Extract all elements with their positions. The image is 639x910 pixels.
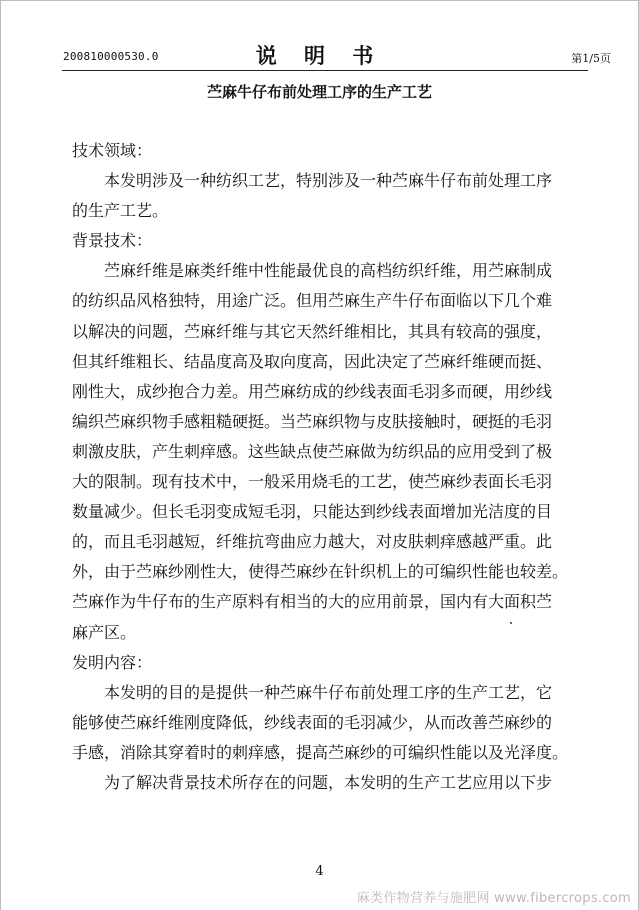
- text-line: 但其纤维粗长、结晶度高及取向度高，因此决定了苎麻纤维硬而挺、: [72, 351, 553, 371]
- header-rule: [62, 70, 588, 71]
- text-line: 能够使苎麻纤维刚度降低，纱线表面的毛羽减少，从而改善苎麻纱的: [72, 712, 553, 732]
- text-line: 苎麻作为牛仔布的生产原料有相当的大的应用前景，国内有大面积苎: [72, 592, 553, 612]
- scan-border-top: [0, 0, 639, 1]
- text-line: 发明内容：: [72, 652, 153, 672]
- text-line: 技术领域：: [72, 141, 153, 160]
- text-line: 以解决的问题，苎麻纤维与其它天然纤维相比，其具有较高的强度，: [72, 321, 553, 341]
- page-number: 4: [315, 864, 324, 879]
- scan-speck: [510, 622, 512, 624]
- header-page-indicator: 第1/5页: [571, 52, 611, 65]
- text-line: 的纺织品风格独特，用途广泛。但用苎麻生产牛仔布面临以下几个难: [72, 291, 553, 311]
- document-title: 苎麻牛仔布前处理工序的生产工艺: [206, 83, 432, 101]
- text-line: 数量减少。但长毛羽变成短毛羽，只能达到纱线表面增加光洁度的目: [72, 502, 553, 522]
- header-section-title: 说 明 书: [255, 43, 384, 68]
- text-line: 背景技术：: [72, 231, 153, 251]
- text-line: 苎麻纤维是麻类纤维中性能最优良的高档纺织纤维，用苎麻制成: [72, 261, 553, 281]
- scan-border-left: [0, 0, 1, 910]
- text-line: 编织苎麻织物手感粗糙硬挺。当苎麻织物与皮肤接触时，硬挺的毛羽: [72, 411, 553, 431]
- text-line: 大的限制。现有技术中，一般采用烧毛的工艺，使苎麻纱表面长毛羽: [72, 472, 553, 492]
- text-line: 为了解决背景技术所存在的问题，本发明的生产工艺应用以下步: [72, 772, 553, 792]
- text-line: 外，由于苎麻纱刚性大，使得苎麻纱在针织机上的可编织性能也较差。: [72, 562, 569, 582]
- text-line: 的生产工艺。: [72, 201, 169, 221]
- text-line: 本发明的目的是提供一种苎麻牛仔布前处理工序的生产工艺，它: [72, 682, 553, 702]
- text-line: 麻产区。: [72, 622, 137, 642]
- text-line: 的，而且毛羽越短，纤维抗弯曲应力越大，对皮肤刺痒感越严重。此: [72, 532, 553, 552]
- text-line: 本发明涉及一种纺织工艺，特别涉及一种苎麻牛仔布前处理工序: [72, 171, 553, 191]
- header-doc-number: 200810000530.0: [63, 50, 159, 63]
- text-line: 刚性大，成纱抱合力差。用苎麻纺成的纱线表面毛羽多而硬，用纱线: [72, 381, 553, 401]
- text-line: 手感，消除其穿着时的刺痒感，提高苎麻纱的可编织性能以及光泽度。: [72, 742, 569, 762]
- body-text: [72, 136, 569, 798]
- text-line: 刺激皮肤，产生刺痒感。这些缺点使苎麻做为纺织品的应用受到了极: [72, 441, 553, 461]
- watermark: 麻类作物营养与施肥网 www.fibercrops.com: [356, 891, 631, 906]
